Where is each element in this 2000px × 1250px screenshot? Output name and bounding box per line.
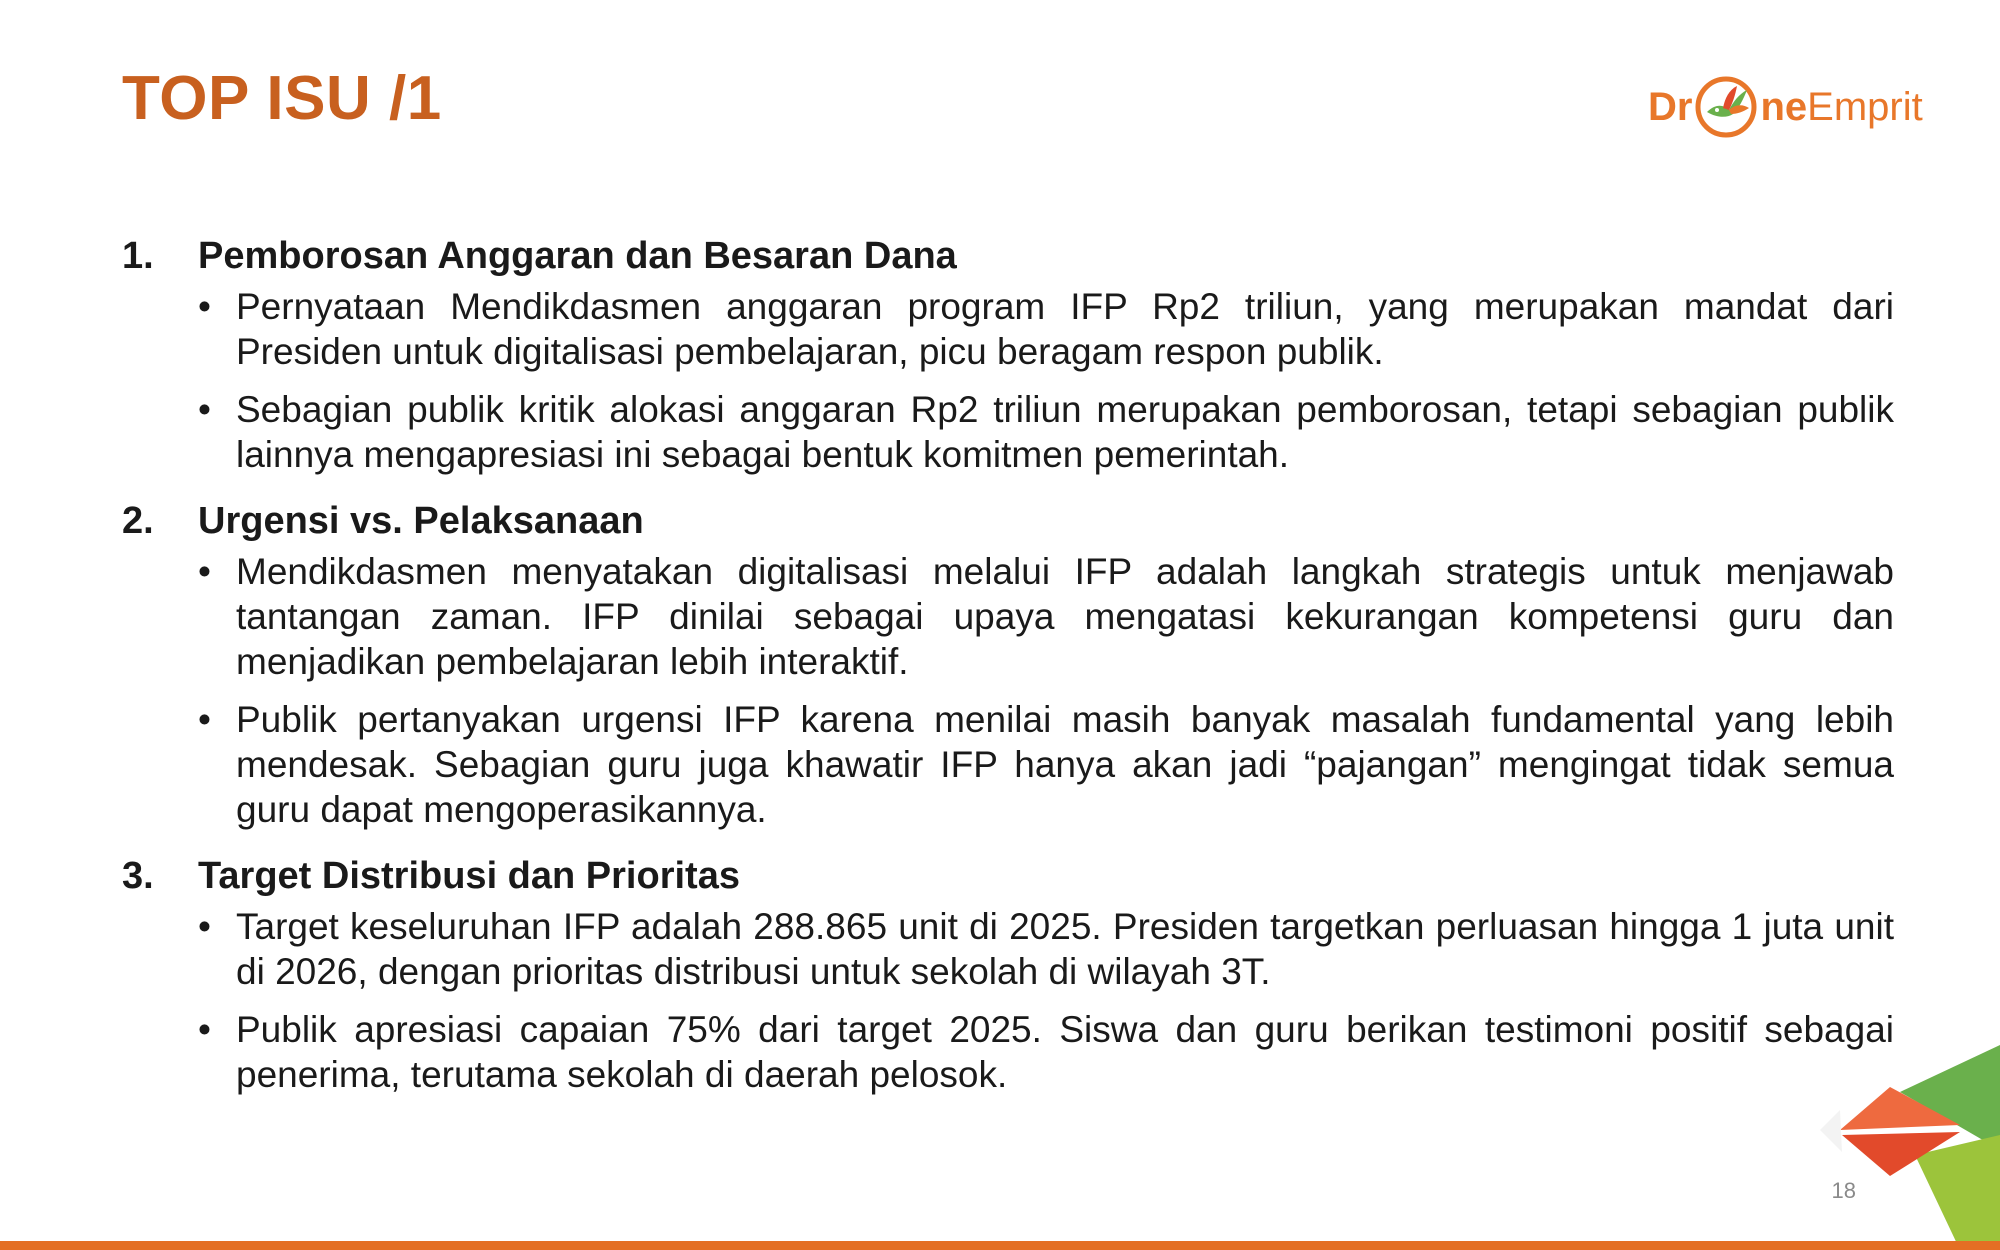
drone-emprit-logo xyxy=(1648,70,1923,144)
bullet-dot-icon: • xyxy=(198,1009,211,1050)
list-item xyxy=(198,549,1894,684)
bullet-list xyxy=(122,904,1894,1097)
bullet-dot-icon: • xyxy=(198,551,211,592)
section-heading xyxy=(122,852,1894,900)
bird-in-circle-icon xyxy=(1693,74,1759,140)
section-number: 2. xyxy=(122,500,154,542)
list-item xyxy=(198,387,1894,477)
slide-title: TOP ISU /1 xyxy=(122,64,442,133)
bullet-text: Mendikdasmen menyatakan digitalisasi melalui IFP adalah langkah strategis untuk menjawab tantangan zaman. IFP dinilai sebagai upaya mengatasi kekurangan kompetensi guru dan menjadikan pembelajaran lebih interaktif. xyxy=(236,551,1894,682)
issue-list xyxy=(122,232,1894,1097)
section-number: 1. xyxy=(122,235,154,277)
logo-text-end: Emprit xyxy=(1807,85,1923,129)
bullet-text: Sebagian publik kritik alokasi anggaran Rp2 triliun merupakan pemborosan, tetapi sebagian publik lainnya mengapresiasi ini sebagai bentuk komitmen pemerintah. xyxy=(236,389,1894,475)
bullet-dot-icon: • xyxy=(198,389,211,430)
bullet-dot-icon: • xyxy=(198,699,211,740)
section-heading xyxy=(122,232,1894,280)
corner-decoration xyxy=(1820,1040,2000,1250)
list-item xyxy=(198,1007,1894,1097)
bullet-text: Pernyataan Mendikdasmen anggaran program IFP Rp2 triliun, yang merupakan mandat dari Presiden untuk digitalisasi pembelajaran, picu beragam respon publik. xyxy=(236,286,1894,372)
bullet-list xyxy=(122,284,1894,477)
bullet-dot-icon: • xyxy=(198,906,211,947)
bullet-dot-icon: • xyxy=(198,286,211,327)
list-item xyxy=(198,904,1894,994)
list-item xyxy=(198,284,1894,374)
bullet-text: Publik pertanyakan urgensi IFP karena menilai masih banyak masalah fundamental yang lebih mendesak. Sebagian guru juga khawatir IFP hanya akan jadi “pajangan” mengingat tidak semua guru dapat mengoperasikannya. xyxy=(236,699,1894,830)
bullet-text: Target keseluruhan IFP adalah 288.865 unit di 2025. Presiden targetkan perluasan hingga 1 juta unit di 2026, dengan prioritas distribusi untuk sekolah di wilayah 3T. xyxy=(236,906,1894,992)
page-number: 18 xyxy=(1831,1178,1856,1203)
section-title: Pemborosan Anggaran dan Besaran Dana xyxy=(198,235,957,277)
issue-section xyxy=(122,232,1894,477)
bottom-accent-bar xyxy=(0,1241,2000,1250)
list-item xyxy=(198,697,1894,832)
section-title: Urgensi vs. Pelaksanaan xyxy=(198,500,644,542)
logo-text-start: Dr xyxy=(1648,85,1693,129)
section-number: 3. xyxy=(122,855,154,897)
issue-section xyxy=(122,852,1894,1097)
section-title: Target Distribusi dan Prioritas xyxy=(198,855,740,897)
logo-text-middle: ne xyxy=(1760,85,1808,129)
section-heading xyxy=(122,497,1894,545)
issue-section xyxy=(122,497,1894,832)
bullet-list xyxy=(122,549,1894,832)
bullet-text: Publik apresiasi capaian 75% dari target 2025. Siswa dan guru berikan testimoni positif sebagai penerima, terutama sekolah di daerah pelosok. xyxy=(236,1009,1894,1095)
